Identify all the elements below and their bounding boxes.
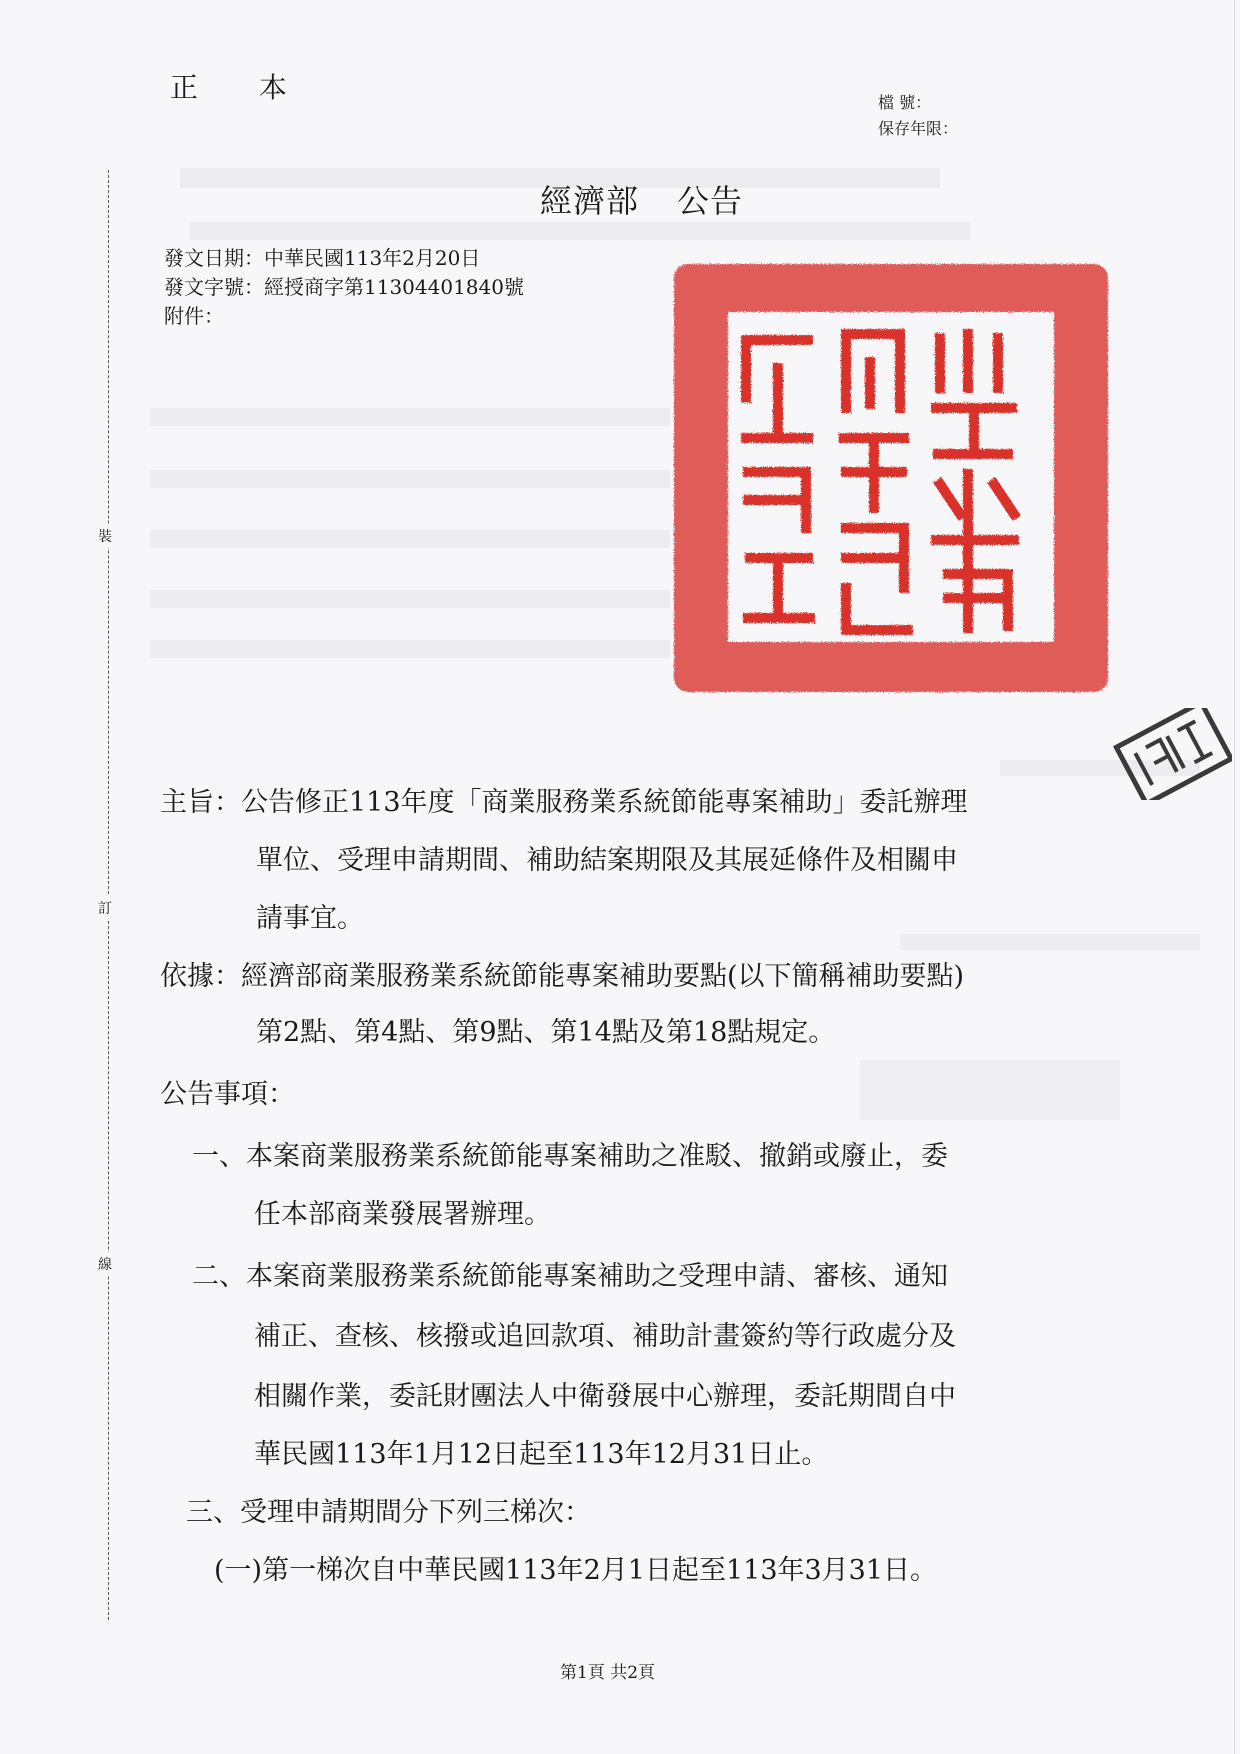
file-meta bbox=[878, 90, 958, 142]
basis-line-1 bbox=[160, 954, 964, 993]
page-footer: 第1頁 共2頁 bbox=[560, 1663, 656, 1683]
basis-label: 依據： bbox=[160, 961, 241, 992]
subject-text-2: 單位、受理申請期間、補助結案期限及其展延條件及相關申 bbox=[256, 845, 958, 876]
document-title bbox=[540, 176, 743, 222]
issue-date: 發文日期：中華民國113年2月20日 bbox=[164, 246, 481, 270]
subject-text-3: 請事宜。 bbox=[256, 903, 364, 934]
file-number-label: 檔 號： bbox=[878, 93, 932, 112]
item-3-sub-1: (一)第一梯次自中華民國113年2月1日起至113年3月31日。 bbox=[214, 1555, 938, 1586]
attachment-label: 附件： bbox=[164, 304, 224, 328]
binding-mark-3: 線 bbox=[98, 1252, 112, 1276]
item-1-line-2: 任本部商業發展署辦理。 bbox=[254, 1199, 551, 1230]
item-3-line: 三、受理申請期間分下列三梯次： bbox=[186, 1497, 591, 1528]
item-2-line-1: 二、本案商業服務業系統節能專案補助之受理申請、審核、通知 bbox=[192, 1261, 948, 1292]
header-info bbox=[164, 244, 524, 331]
notice-heading: 公告事項： bbox=[160, 1079, 295, 1110]
basis-text-2: 第2點、第4點、第9點、第14點及第18點規定。 bbox=[256, 1017, 836, 1048]
small-seal-stamp bbox=[1112, 708, 1232, 800]
original-copy-mark: 正 本 bbox=[170, 71, 313, 104]
item-2-line-2: 補正、查核、核撥或追回款項、補助計畫簽約等行政處分及 bbox=[254, 1321, 956, 1352]
basis-text-1: 經濟部商業服務業系統節能專案補助要點(以下簡稱補助要點) bbox=[241, 961, 965, 992]
title-type: 公告 bbox=[677, 182, 744, 220]
binding-dashed-line bbox=[108, 170, 109, 1620]
subject-text-1: 公告修正113年度「商業服務業系統節能專案補助」委託辦理 bbox=[241, 787, 968, 818]
page-edge bbox=[1234, 0, 1235, 1754]
official-seal-stamp bbox=[668, 258, 1114, 698]
item-1-line-1: 一、本案商業服務業系統節能專案補助之准駁、撤銷或廢止，委 bbox=[192, 1141, 948, 1172]
title-organization: 經濟部 bbox=[540, 182, 640, 220]
subject-line-1 bbox=[160, 780, 968, 819]
binding-mark-2: 訂 bbox=[98, 896, 112, 920]
item-2-line-4: 華民國113年1月12日起至113年12月31日止。 bbox=[254, 1439, 829, 1470]
retention-period-label: 保存年限： bbox=[878, 119, 959, 138]
issue-number: 發文字號：經授商字第11304401840號 bbox=[164, 275, 524, 299]
item-2-line-3: 相關作業，委託財團法人中衛發展中心辦理，委託期間自中 bbox=[254, 1381, 956, 1412]
binding-mark-1: 裝 bbox=[98, 524, 112, 548]
subject-label: 主旨： bbox=[160, 787, 241, 818]
